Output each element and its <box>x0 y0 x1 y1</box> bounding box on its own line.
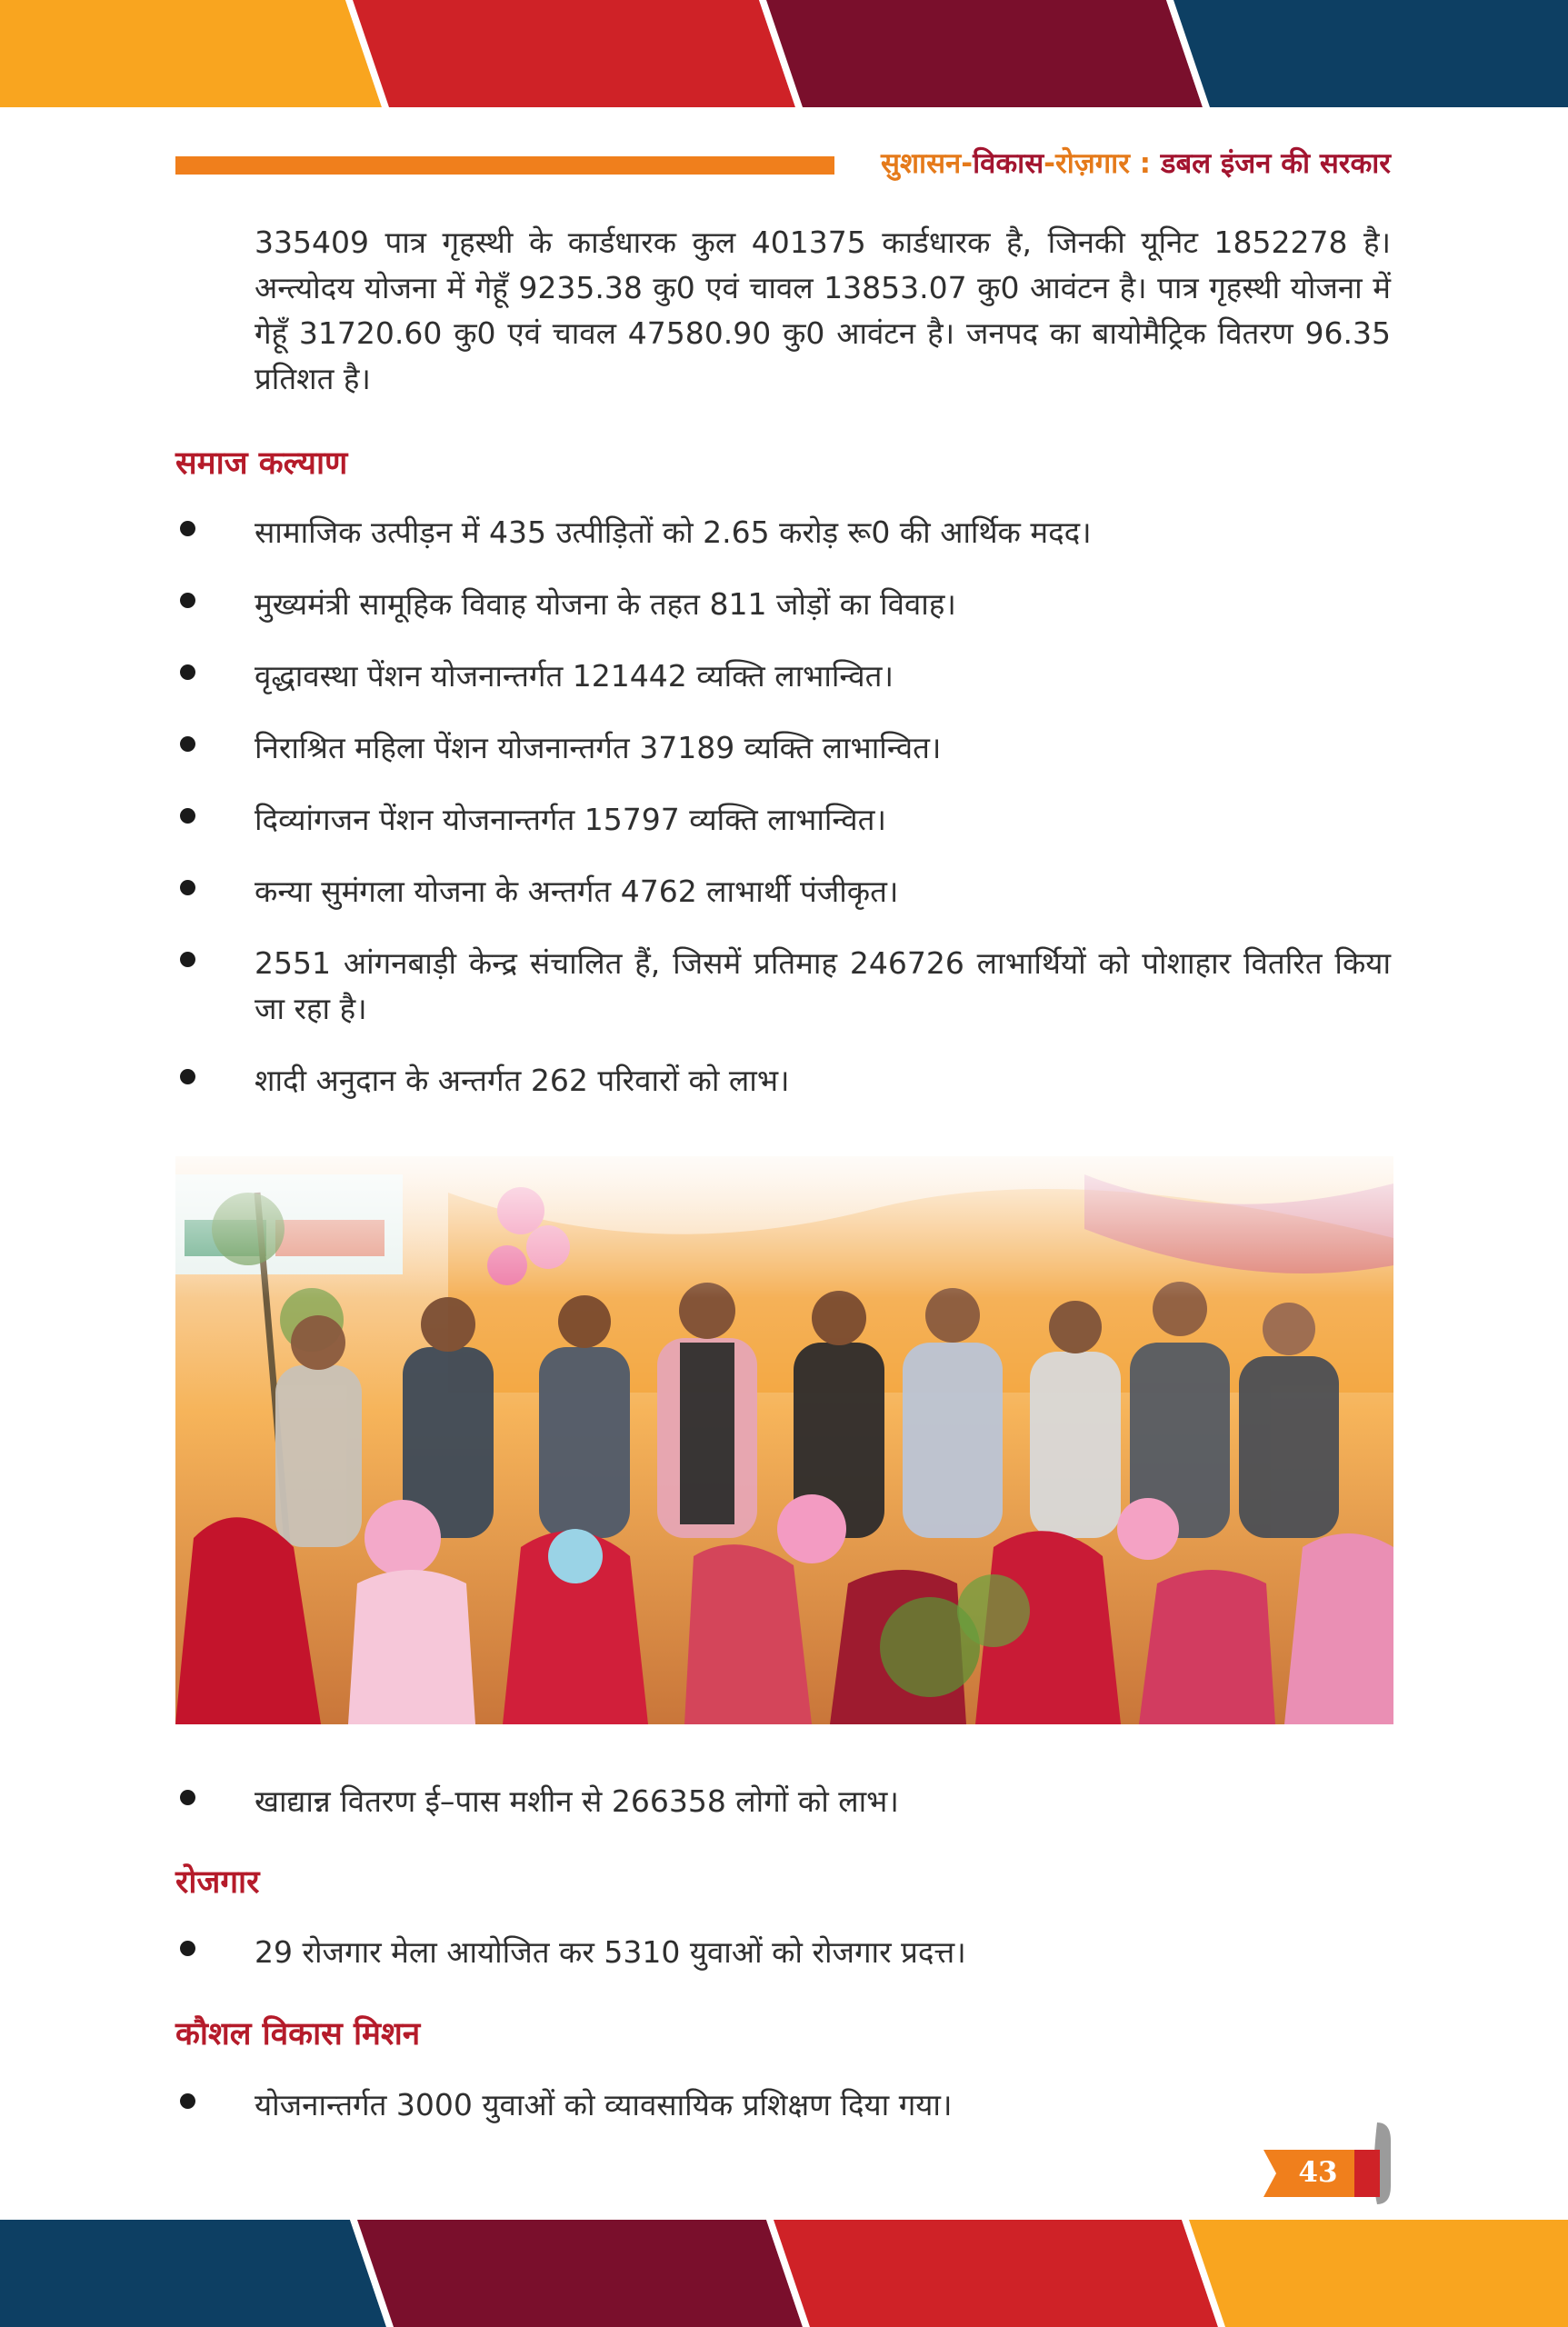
list-item <box>175 869 1391 914</box>
list-item-text: सामाजिक उत्पीड़न में 435 उत्पीड़ितों को 2.65 करोड़ रू0 की आर्थिक मदद। <box>255 514 1092 550</box>
bullet-icon <box>180 808 195 824</box>
list-item <box>175 654 1391 699</box>
header-rule <box>175 156 834 175</box>
list-item <box>175 582 1391 627</box>
list-item-text: मुख्यमंत्री सामूहिक विवाह योजना के तहत 811 जोड़ों का विवाह। <box>255 586 956 622</box>
list-item <box>175 2082 1391 2128</box>
header-part-1: सुशासन- <box>881 147 974 180</box>
list-item-text: योजनान्तर्गत 3000 युवाओं को व्यावसायिक प्रशिक्षण दिया गया। <box>255 2087 953 2122</box>
section-heading-kaushal: कौशल विकास मिशन <box>175 2016 421 2052</box>
list-item <box>175 725 1391 771</box>
bottom-color-band <box>0 2220 1568 2327</box>
list-item-text: 2551 आंगनबाड़ी केन्द्र संचालित हैं, जिसमें प्रतिमाह 246726 लाभार्थियों को पोशाहार वितरित किया जा रहा है। <box>255 945 1391 1026</box>
list-item-text: निराश्रित महिला पेंशन योजनान्तर्गत 37189 व्यक्ति लाभान्वित। <box>255 730 942 765</box>
list-item-text: खाद्यान्न वितरण ई–पास मशीन से 266358 लोगों को लाभ। <box>255 1783 899 1819</box>
bullet-icon <box>180 952 195 967</box>
bullet-icon <box>180 1941 195 1956</box>
running-header <box>881 144 1391 182</box>
header-part-4: डबल इंजन की सरकार <box>1160 147 1391 180</box>
mass-wedding-photo <box>175 1156 1393 1724</box>
list-item-text: 29 रोजगार मेला आयोजित कर 5310 युवाओं को रोजगार प्रदत्त। <box>255 1934 966 1970</box>
list-item <box>175 1058 1391 1104</box>
header-part-3: -रोज़गार : <box>1044 147 1161 180</box>
list-item <box>175 941 1391 1032</box>
list-item-text: कन्या सुमंगला योजना के अन्तर्गत 4762 लाभार्थी पंजीकृत। <box>255 874 899 909</box>
bullet-icon <box>180 1790 195 1805</box>
bullet-icon <box>180 880 195 895</box>
list-item <box>175 1930 1391 1975</box>
list-item <box>175 797 1391 843</box>
list-item <box>175 510 1391 555</box>
bullet-icon <box>180 1069 195 1084</box>
bullet-icon <box>180 593 195 608</box>
list-item <box>175 1779 1391 1824</box>
bullet-icon <box>180 736 195 752</box>
top-color-band <box>0 0 1568 107</box>
intro-paragraph: 335409 पात्र गृहस्थी के कार्डधारक कुल 401375 कार्डधारक है, जिनकी यूनिट 1852278 है। अन्त्योदय योजना में गेहूँ 9235.38 कु0 एवं चावल 13853.07 कु0 आवंटन है। पात्र गृहस्थी योजना में गेहूँ 31720.60 कु0 एवं चावल 47580.90 कु0 आवंटन है। जनपद का बायोमैट्रिक वितरण 96.35 प्रतिशत है। <box>255 225 1391 396</box>
bullet-icon <box>180 2093 195 2109</box>
bullet-icon <box>180 521 195 536</box>
list-item-text: शादी अनुदान के अन्तर्गत 262 परिवारों को लाभ। <box>255 1063 790 1098</box>
bullet-icon <box>180 664 195 680</box>
list-item-text: वृद्धावस्था पेंशन योजनान्तर्गत 121442 व्यक्ति लाभान्वित। <box>255 658 894 694</box>
list-item-text: दिव्यांगजन पेंशन योजनान्तर्गत 15797 व्यक्ति लाभान्वित। <box>255 802 886 837</box>
section-heading-rozgar: रोजगार <box>175 1864 260 1901</box>
header-part-2: विकास <box>973 147 1044 180</box>
section-heading-samaj-kalyan: समाज कल्याण <box>175 445 348 482</box>
page-number: 43 <box>1298 2156 1338 2189</box>
